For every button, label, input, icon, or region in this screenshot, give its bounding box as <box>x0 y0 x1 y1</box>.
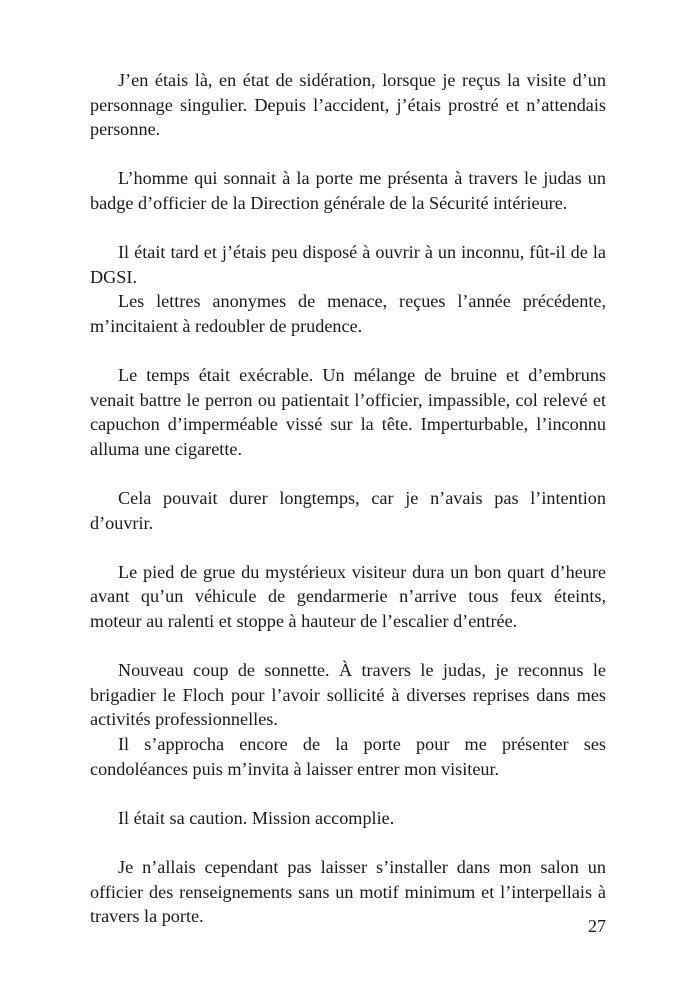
paragraph-7: Le pied de grue du mystérieux visiteur dura un bon quart d’heure avant qu’un véhicule de gendarmerie n’arrive tous feux éteints, moteur au ralenti et stoppe à hauteur de l’escalier d’entrée. <box>90 561 606 632</box>
body-text <box>90 68 606 929</box>
paragraph-5: Le temps était exécrable. Un mélange de bruine et d’embruns venait battre le perron ou patientait l’officier, impassible, col relevé et capuchon d’imperméable vissé sur la tête. Imperturbable, l’inconnu alluma une cigarette. <box>90 365 606 459</box>
paragraph-1: J’en étais là, en état de sidération, lorsque je reçus la visite d’un personnage singulier. Depuis l’accident, j’étais prostré et n’attendais personne. <box>90 70 606 140</box>
paragraph-11: Je n’allais cependant pas laisser s’installer dans mon salon un officier des renseignements sans un motif minimum et l’interpellais à travers la porte. <box>90 857 606 927</box>
paragraph-9: Il s’approcha encore de la porte pour me présenter ses condoléances puis m’invita à laisser entrer mon visiteur. <box>90 734 606 779</box>
paragraph-3: Il était tard et j’étais peu disposé à ouvrir à un inconnu, fût-il de la DGSI. <box>90 242 606 287</box>
paragraph-10: Il était sa caution. Mission accomplie. <box>118 807 395 828</box>
paragraph-6: Cela pouvait durer longtemps, car je n’avais pas l’intention d’ouvrir. <box>90 488 606 533</box>
paragraph-8: Nouveau coup de sonnette. À travers le judas, je reconnus le brigadier le Floch pour l’avoir sollicité à diverses reprises dans mes activités professionnelles. <box>90 660 606 730</box>
paragraph-4: Les lettres anonymes de menace, reçues l’année précédente, m’incitaient à redoubler de prudence. <box>90 291 606 336</box>
page-number: 27 <box>588 916 606 936</box>
paragraph-2: L’homme qui sonnait à la porte me présenta à travers le judas un badge d’officier de la Direction générale de la Sécurité intérieure. <box>90 168 606 213</box>
